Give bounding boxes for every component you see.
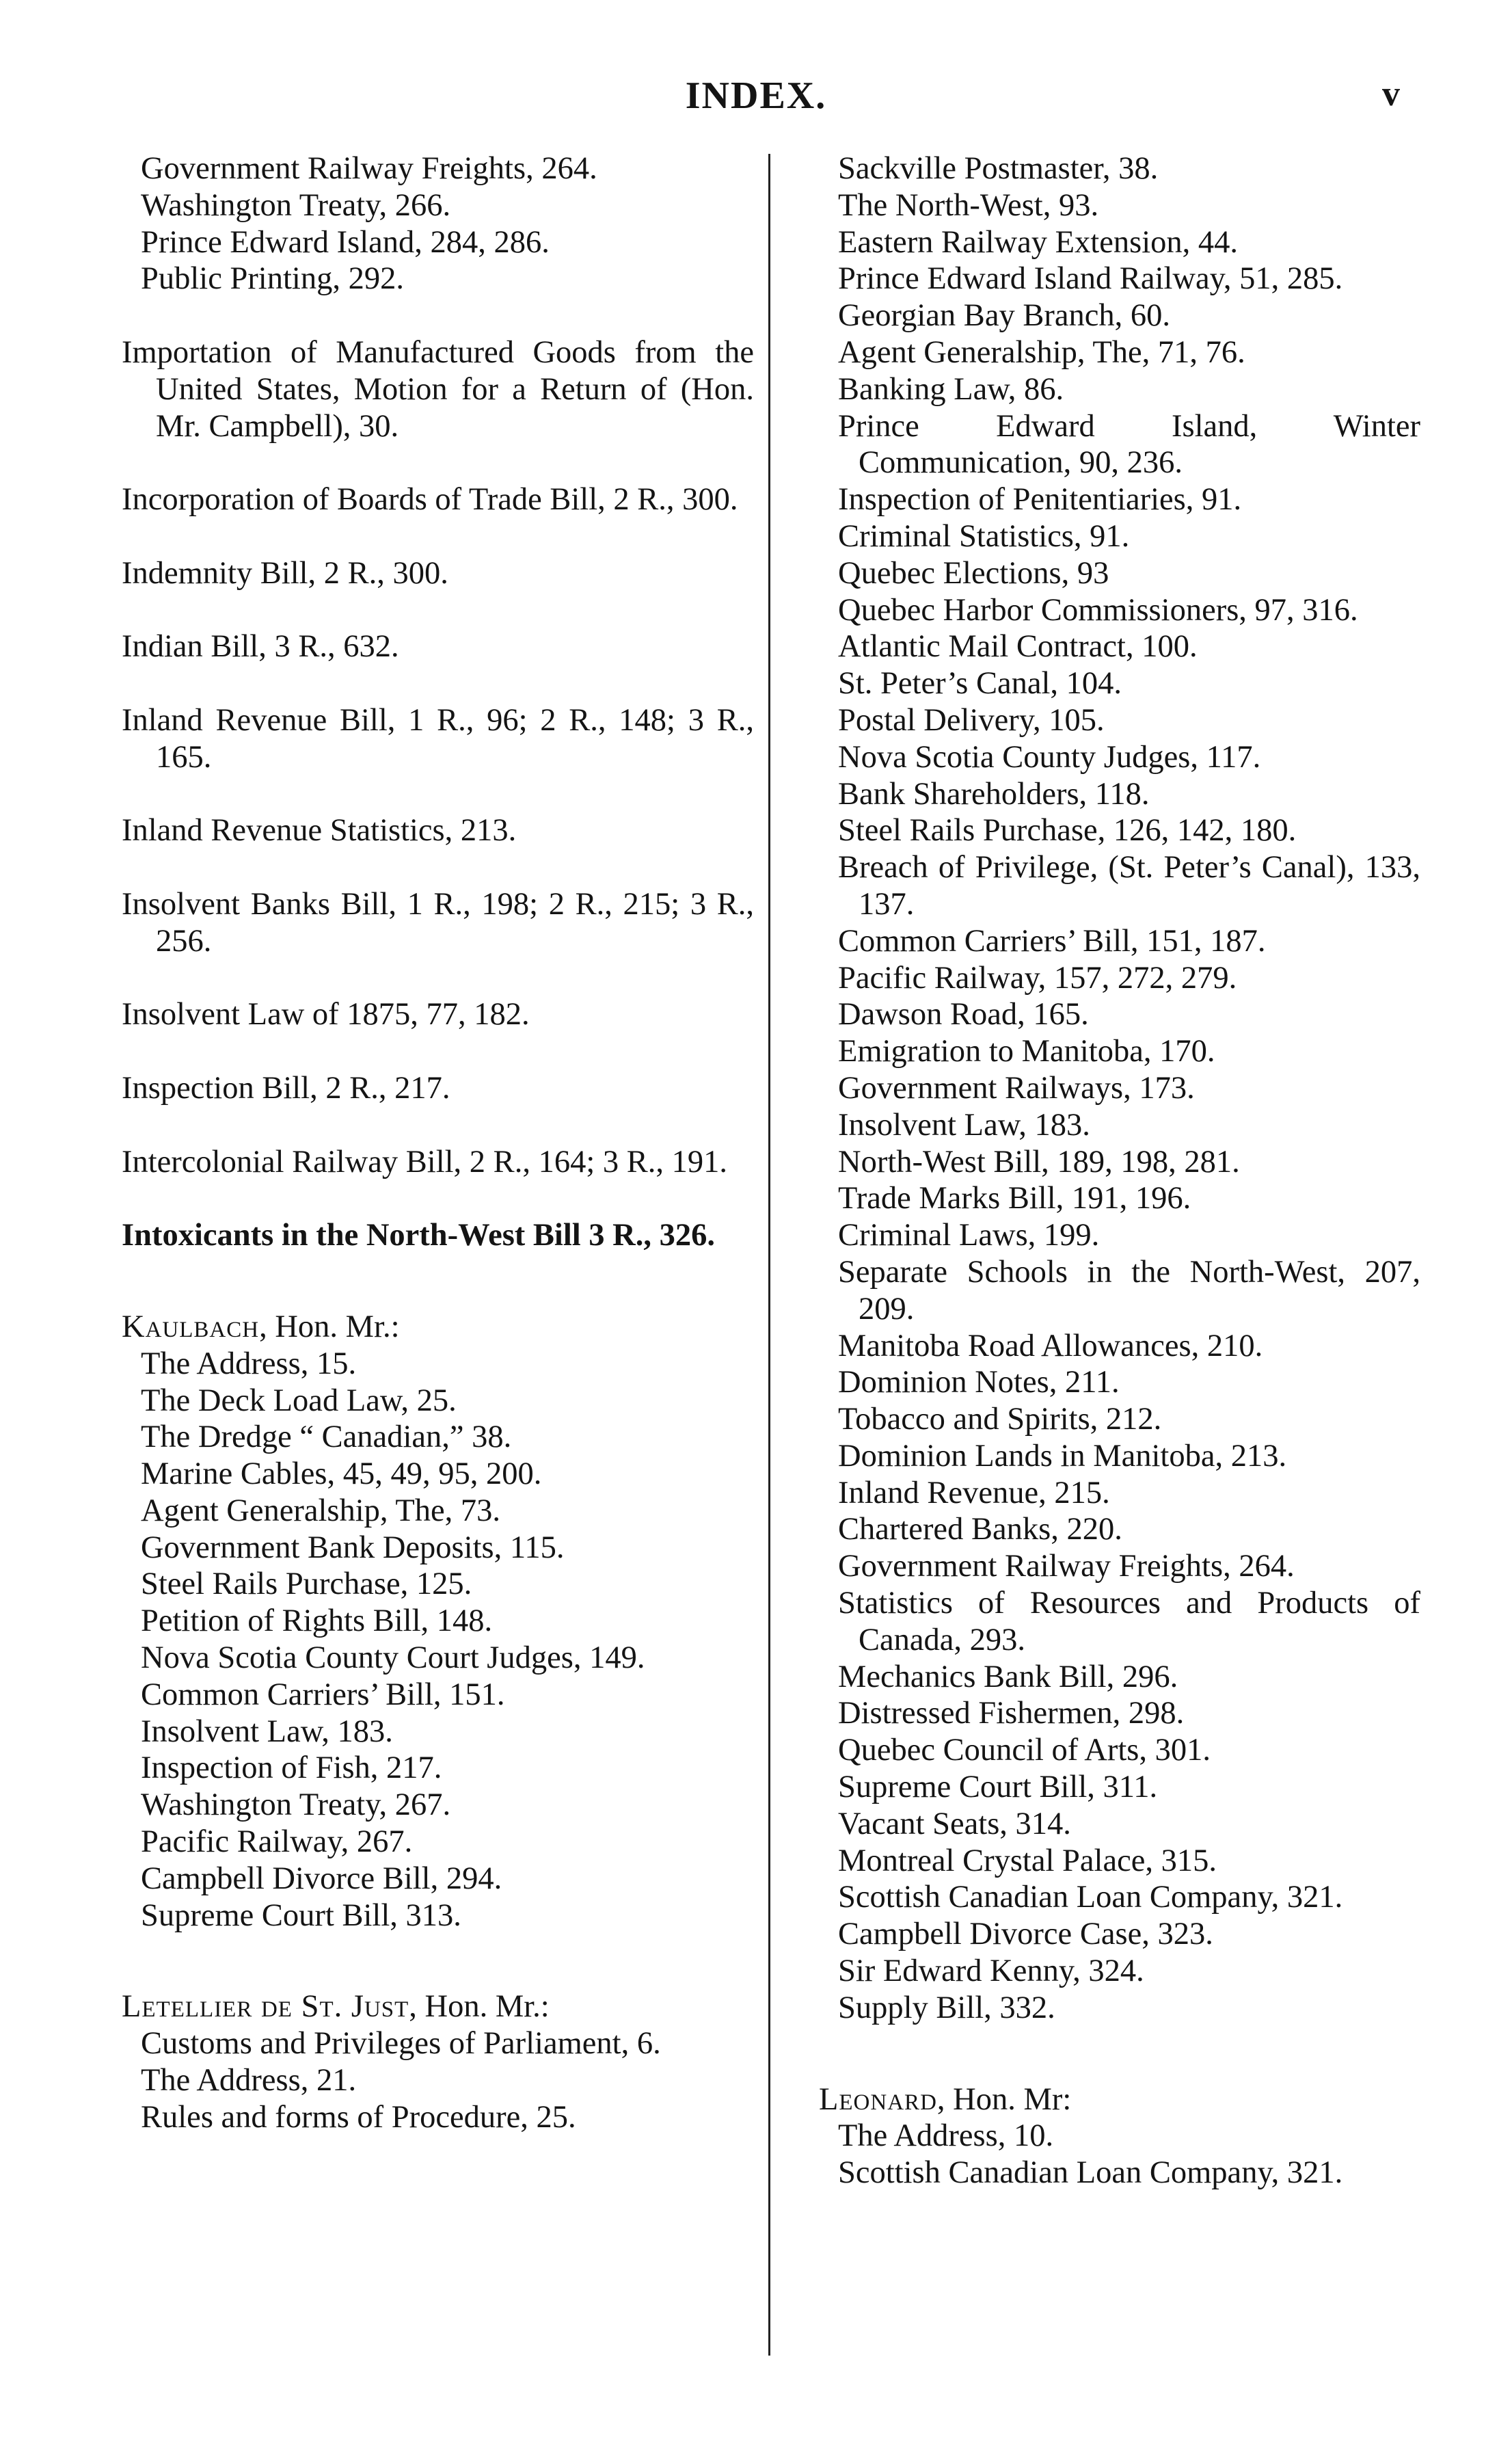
index-subentry: Dawson Road, 165. [838,997,1089,1032]
member-heading-letellier [122,1988,754,2025]
right-column [819,150,1420,2191]
index-subentry: Inspection of Fish, 217. [141,1750,442,1786]
index-entry: Insolvent Banks Bill, 1 R., 198; 2 R., 215; 3 R., 256. [122,886,754,959]
index-subentry: The Address, 10. [838,2118,1054,2154]
index-subentry: Campbell Divorce Bill, 294. [141,1861,502,1896]
index-subentry: Chartered Banks, 220. [838,1512,1122,1547]
index-subentry: Inspection of Penitentiaries, 91. [838,482,1242,518]
index-subentry: Government Railways, 173. [838,1070,1195,1106]
index-subentry: Trade Marks Bill, 191, 196. [838,1181,1191,1216]
index-subentry: Atlantic Mail Contract, 100. [838,629,1198,665]
index-subentry: Eastern Railway Extension, 44. [838,224,1238,260]
index-subentry: Separate Schools in the North-West, 207, 209. [838,1254,1420,1327]
page-number: v [1382,75,1400,114]
index-subentry: St. Peter’s Canal, 104. [838,666,1122,702]
index-subentry: Common Carriers’ Bill, 151. [141,1677,505,1712]
index-subentry: Scottish Canadian Loan Company, 321. [838,1880,1343,1915]
index-subentry: Marine Cables, 45, 49, 95, 200. [141,1456,542,1492]
index-subentry: Petition of Rights Bill, 148. [141,1603,493,1639]
index-subentry: Steel Rails Purchase, 125. [141,1567,472,1602]
index-subentry: Insolvent Law, 183. [838,1107,1090,1143]
index-subentry: Vacant Seats, 314. [838,1806,1071,1841]
index-subentry: Prince Edward Island, 284, 286. [141,224,550,260]
index-subentry: Insolvent Law, 183. [141,1714,393,1749]
index-subentry: The Address, 15. [141,1346,357,1381]
page-title: INDEX. [685,75,827,117]
index-subentry: Government Bank Deposits, 115. [141,1530,565,1565]
index-subentry: Washington Treaty, 267. [141,1787,451,1823]
index-subentry: Supreme Court Bill, 311. [838,1770,1158,1805]
left-column [122,150,754,2136]
index-entry: Importation of Manufactured Goods from the United States, Motion for a Return of (Hon. Mr. Campbell), 30. [122,334,754,444]
index-subentry: Pacific Railway, 157, 272, 279. [838,960,1237,996]
page-header [0,74,1512,129]
member-surname: Kaulbach [122,1309,260,1344]
index-subentry: Supply Bill, 332. [838,1990,1055,2025]
member-heading-kaulbach [122,1309,754,1346]
index-subentry: Criminal Statistics, 91. [838,518,1130,554]
member-title: , Hon. Mr.: [409,1989,550,2025]
index-subentry: Common Carriers’ Bill, 151, 187. [838,923,1266,959]
index-subentry: North-West Bill, 189, 198, 281. [838,1144,1240,1180]
index-subentry: Washington Treaty, 266. [141,187,451,223]
index-subentry: Mechanics Bank Bill, 296. [838,1659,1178,1694]
index-entry: Inland Revenue Bill, 1 R., 96; 2 R., 148; 3 R., 165. [122,702,754,775]
index-subentry: Nova Scotia County Court Judges, 149. [141,1640,645,1676]
index-subentry: Government Railway Freights, 264. [838,1549,1295,1584]
index-entry: Indian Bill, 3 R., 632. [122,629,399,665]
index-subentry: Public Printing, 292. [141,261,404,297]
index-subentry: Quebec Council of Arts, 301. [838,1733,1211,1768]
index-subentry: Steel Rails Purchase, 126, 142, 180. [838,813,1297,849]
index-entry: Incorporation of Boards of Trade Bill, 2 R., 300. [122,482,738,518]
member-title: , Hon. Mr.: [259,1309,400,1344]
index-subentry: Criminal Laws, 199. [838,1218,1100,1253]
member-title: , Hon. Mr: [936,2081,1072,2117]
index-subentry: Bank Shareholders, 118. [838,776,1150,812]
index-subentry: Georgian Bay Branch, 60. [838,298,1170,334]
index-subentry: Montreal Crystal Palace, 315. [838,1843,1217,1878]
index-subentry: Nova Scotia County Judges, 117. [838,739,1261,775]
index-subentry: Banking Law, 86. [838,371,1064,407]
member-heading-leonard [819,2081,1420,2118]
index-subentry: Distressed Fishermen, 298. [838,1696,1185,1731]
index-entry: Indemnity Bill, 2 R., 300. [122,555,448,591]
index-subentry: Government Railway Freights, 264. [141,151,597,186]
index-subentry: Prince Edward Island, Winter Communication, 90, 236. [838,408,1420,481]
index-subentry: Tobacco and Spirits, 212. [838,1402,1162,1437]
index-subentry: Emigration to Manitoba, 170. [838,1034,1215,1069]
index-subentry: Supreme Court Bill, 313. [141,1897,461,1933]
index-subentry: The Address, 21. [141,2063,357,2098]
index-subentry: Agent Generalship, The, 71, 76. [838,334,1245,370]
index-subentry: Prince Edward Island Railway, 51, 285. [838,261,1343,297]
index-subentry: Manitoba Road Allowances, 210. [838,1328,1263,1363]
index-subentry: Breach of Privilege, (St. Peter’s Canal), 133, 137. [838,850,1420,922]
index-subentry: Dominion Notes, 211. [838,1365,1120,1400]
index-entry: Intoxicants in the North-West Bill 3 R., 326. [122,1218,716,1253]
index-subentry: The Deck Load Law, 25. [141,1383,457,1418]
index-subentry: Quebec Elections, 93 [838,555,1109,591]
index-subentry: Inland Revenue, 215. [838,1475,1110,1510]
index-subentry: Postal Delivery, 105. [838,702,1105,738]
index-subentry: Customs and Privileges of Parliament, 6. [141,2026,661,2062]
index-subentry: Sir Edward Kenny, 324. [838,1954,1144,1989]
index-subentry: Agent Generalship, The, 73. [141,1493,501,1528]
index-subentry: Sackville Postmaster, 38. [838,151,1159,186]
index-subentry: The Dredge “ Canadian,” 38. [141,1420,512,1455]
index-entry: Insolvent Law of 1875, 77, 182. [122,997,530,1032]
member-surname: Leonard [819,2081,937,2117]
index-subentry: Quebec Harbor Commissioners, 97, 316. [838,592,1358,628]
index-subentry: The North-West, 93. [838,187,1099,223]
index-subentry: Scottish Canadian Loan Company, 321. [838,2155,1343,2191]
index-entry: Intercolonial Railway Bill, 2 R., 164; 3 R., 191. [122,1144,727,1180]
column-divider [768,154,770,2356]
index-subentry: Campbell Divorce Case, 323. [838,1917,1213,1952]
index-subentry: Pacific Railway, 267. [141,1824,413,1860]
index-subentry: Dominion Lands in Manitoba, 213. [838,1438,1287,1474]
member-surname: Letellier de St. Just [122,1989,409,2025]
index-entry: Inland Revenue Statistics, 213. [122,813,517,849]
index-subentry: Statistics of Resources and Products of Canada, 293. [838,1586,1420,1657]
index-entry: Inspection Bill, 2 R., 217. [122,1070,450,1106]
index-subentry: Rules and forms of Procedure, 25. [141,2099,576,2135]
